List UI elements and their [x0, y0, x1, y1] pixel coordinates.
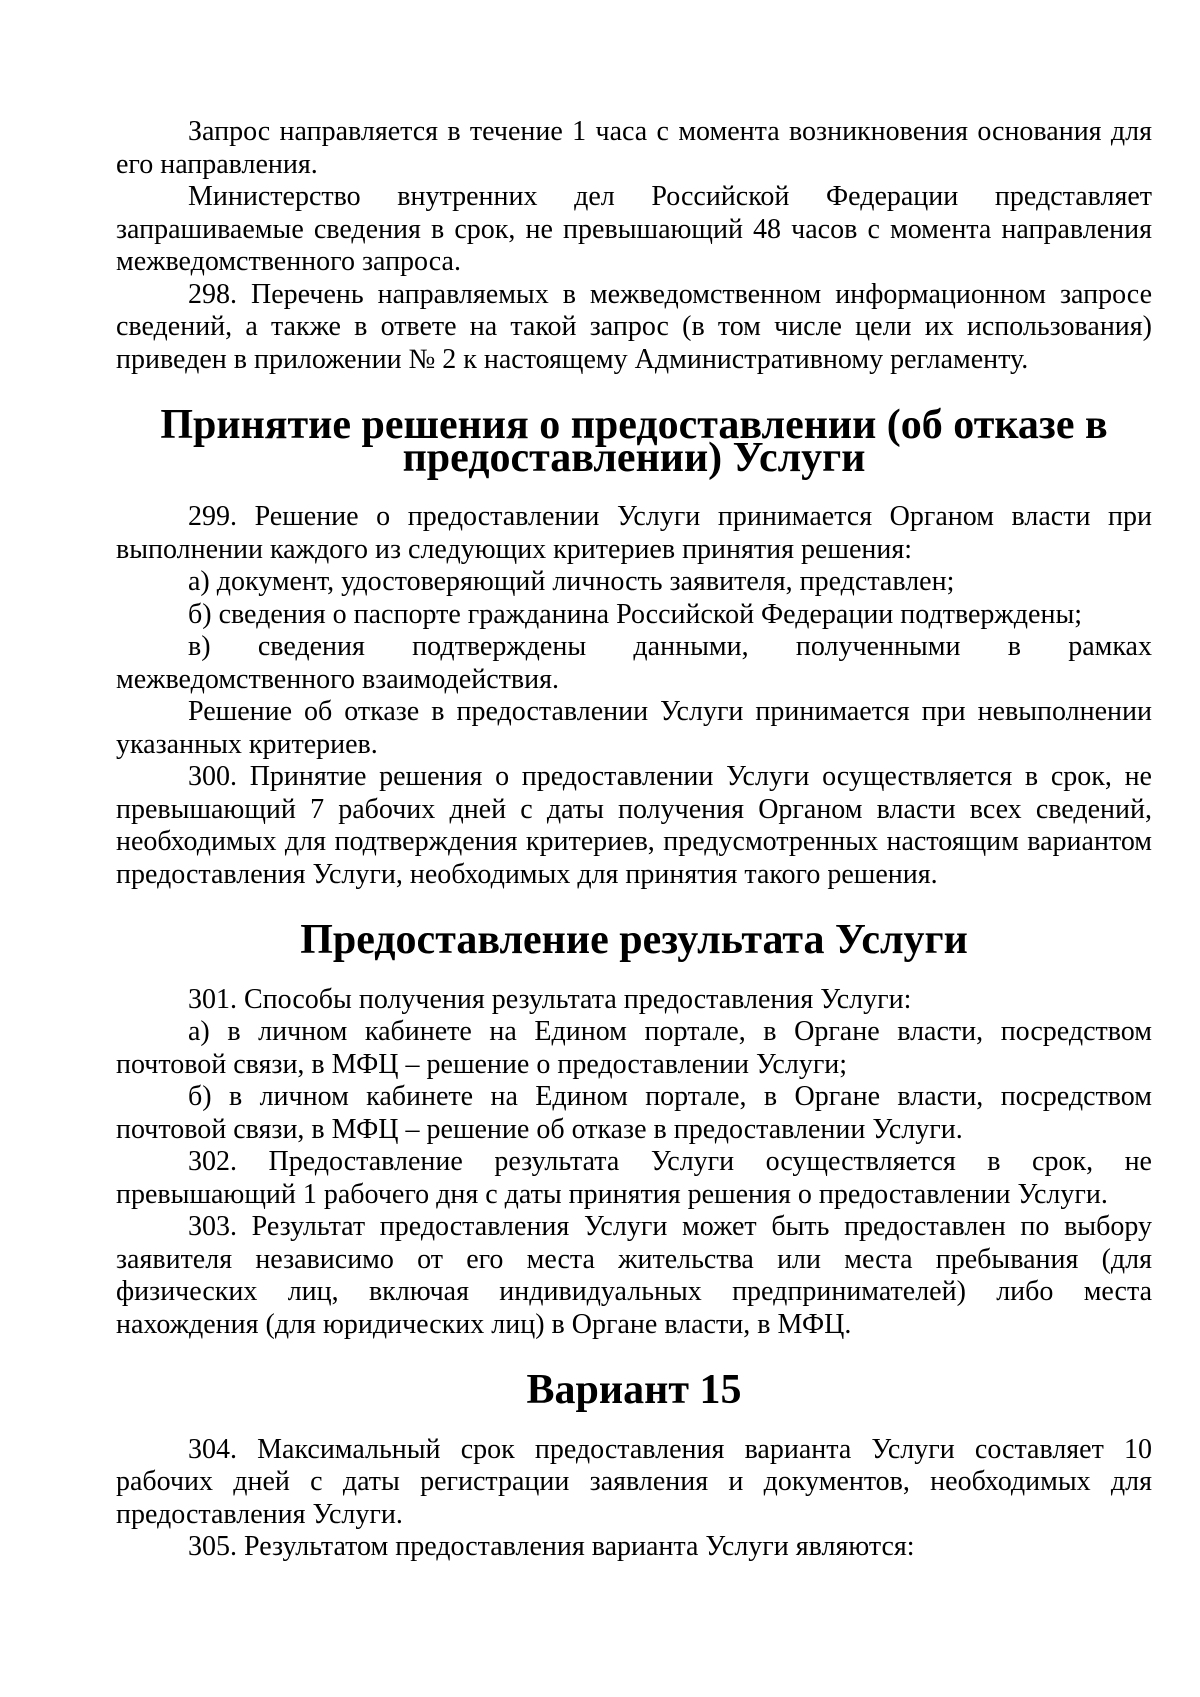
paragraph-request-timing: Запрос направляется в течение 1 часа с момента возникновения основания для его направления. [116, 116, 1152, 180]
paragraph-refusal-criteria: Решение об отказе в предоставлении Услуги принимается при невыполнении указанных критериев. [116, 696, 1152, 760]
heading-result: Предоставление результата Услуги [300, 917, 968, 963]
paragraph-299-a: а) документ, удостоверяющий личность заявителя, представлен; [188, 566, 955, 597]
paragraph-304: 304. Максимальный срок предоставления варианта Услуги составляет 10 рабочих дней с даты регистрации заявления и документов, необходимых для предоставления Услуги. [116, 1433, 1152, 1530]
paragraph-299: 299. Решение о предоставлении Услуги принимается Органом власти при выполнении каждого из следующих критериев принятия решения: [116, 501, 1152, 565]
paragraph-303: 303. Результат предоставления Услуги может быть предоставлен по выбору заявителя независимо от его места жительства или места пребывания (для физических лиц, включая индивидуальных предпринимателей) либо места нахождения (для юридических лиц) в Органе власти, в МФЦ. [116, 1211, 1152, 1340]
paragraph-301-b: б) в личном кабинете на Едином портале, в Органе власти, посредством почтовой связи, в МФЦ – решение об отказе в предоставлении Услуги. [116, 1081, 1152, 1145]
paragraph-301-a: а) в личном кабинете на Едином портале, в Органе власти, посредством почтовой связи, в МФЦ – решение о предоставлении Услуги; [116, 1016, 1152, 1080]
heading-variant-15: Вариант 15 [526, 1367, 742, 1413]
paragraph-299-v: в) сведения подтверждены данными, полученными в рамках межведомственного взаимодействия. [116, 631, 1152, 695]
paragraph-ministry-response: Министерство внутренних дел Российской Федерации представляет запрашиваемые сведения в срок, не превышающий 48 часов с момента направления межведомственного запроса. [116, 181, 1152, 277]
paragraph-298: 298. Перечень направляемых в межведомственном информационном запросе сведений, а также в ответе на такой запрос (в том числе цели их использования) приведен в приложении № 2 к настоящему Административному регламенту. [116, 278, 1152, 375]
paragraph-302: 302. Предоставление результата Услуги осуществляется в срок, не превышающий 1 рабочего дня с даты принятия решения о предоставлении Услуги. [116, 1146, 1152, 1210]
paragraph-300: 300. Принятие решения о предоставлении Услуги осуществляется в срок, не превышающий 7 рабочих дней с даты получения Органом власти всех сведений, необходимых для подтверждения критериев, предусмотренных настоящим вариантом предоставления Услуги, необходимых для принятия такого решения. [116, 761, 1152, 890]
paragraph-299-b: б) сведения о паспорте гражданина Российской Федерации подтверждены; [188, 598, 1083, 630]
heading-decision: Принятие решения о предоставлении (об отказе в предоставлении) Услуги [160, 402, 1108, 481]
document-page [116, 116, 1152, 1564]
paragraph-301: 301. Способы получения результата предоставления Услуги: [188, 983, 912, 1015]
paragraph-305: 305. Результатом предоставления варианта Услуги являются: [188, 1531, 915, 1562]
